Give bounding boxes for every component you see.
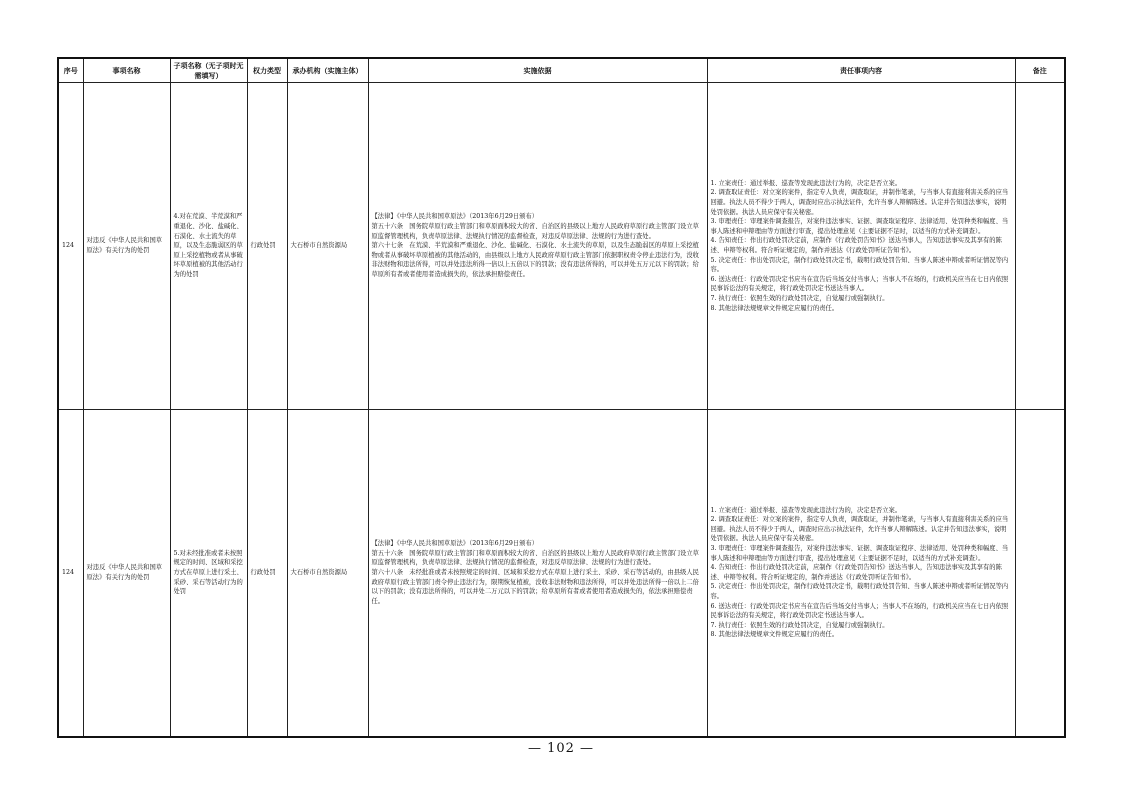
document-page bbox=[57, 57, 1064, 734]
header-item-name: 事项名称 bbox=[83, 58, 170, 83]
responsibility-item: 4. 告知责任：作出行政处罚决定前，应制作《行政处罚告知书》送达当事人，告知违法事实及其享有的陈述、申辩等权利。符合听证规定的，制作并送达《行政处罚听证告知书》。 bbox=[710, 564, 1002, 581]
header-sub-item-name: 子项名称（无子项时无需填写） bbox=[170, 58, 247, 83]
power-list-table bbox=[57, 57, 1066, 738]
responsibility-item: 6. 送达责任：行政处罚决定书应当在宣告后当场交付当事人；当事人不在场的，行政机关应当在七日内依照民事诉讼法的有关规定，将行政处罚决定书送达当事人。 bbox=[710, 275, 1009, 293]
header-remark: 备注 bbox=[1015, 58, 1065, 83]
responsibility-item: 7. 执行责任：依照生效的行政处罚决定，自觉履行或强制执行。 bbox=[710, 621, 889, 629]
responsibility-item: 3. 审理责任：审理案件调查报告，对案件违法事实、证据、调查取证程序、法律适用、处罚种类和幅度、当事人陈述和申辩理由等方面进行审查，提出处理意见（主要证据不足时，以适当的方式补充调查）。 bbox=[710, 218, 1009, 235]
seq-cell: 124 bbox=[58, 410, 83, 737]
header-legal-basis: 实施依据 bbox=[368, 58, 707, 83]
responsibility-item: 8. 其他法律法规规章文件规定应履行的责任。 bbox=[710, 631, 839, 639]
header-organization: 承办机构（实施主体） bbox=[287, 58, 368, 83]
responsibility-item: 1. 立案责任：通过举报、巡查等发现此违法行为的，决定是否立案。 bbox=[710, 506, 902, 514]
sub-item-cell: 5.对未经批准或者未按照规定的时间、区域和采挖方式在草原上进行采土、采砂、采石等活动行为的处罚 bbox=[170, 410, 247, 737]
responsibility-item: 5. 决定责任：作出处罚决定，制作行政处罚决定书，载明行政处罚告知、当事人陈述申辩或者听证情况等内容。 bbox=[710, 583, 1009, 600]
power-type-cell: 行政处罚 bbox=[247, 83, 287, 410]
responsibility-item: 5. 决定责任：作出处罚决定，制作行政处罚决定书，载明行政处罚告知、当事人陈述申辩或者听证情况等内容。 bbox=[710, 256, 1009, 274]
remark-cell bbox=[1015, 410, 1065, 737]
legal-basis-cell bbox=[368, 83, 707, 410]
page-number: — 102 — bbox=[527, 741, 595, 756]
table-row bbox=[58, 83, 1065, 410]
organization-cell: 大石桥市自然资源局 bbox=[287, 410, 368, 737]
organization-cell: 大石桥市自然资源局 bbox=[287, 83, 368, 410]
basis-article: 第五十六条 国务院草原行政主管部门和草原面积较大的省、自治区的县级以上地方人民政府草原行政主管部门设立草原监督管理机构，负责草原法律、法规执行情况的监督检查，对违反草原法律、法规的行为进行查处。 bbox=[371, 223, 699, 240]
legal-basis-cell bbox=[368, 410, 707, 737]
header-seq: 序号 bbox=[58, 58, 83, 83]
basis-law-title: 【法律】《中华人民共和国草原法》（2013年6月29日颁布） bbox=[371, 540, 539, 548]
table-header-row bbox=[58, 58, 1065, 83]
basis-article: 第六十八条 未经批准或者未按照规定的时间、区域和采挖方式在草原上进行采土、采砂、采石等活动的，由县级人民政府草原行政主管部门责令停止违法行为，限期恢复植被，没收非法财物和违法所得，可以并处违法所得一倍以上二倍以下的罚款；没有违法所得的，可以并处二万元以下的罚款；给草原所有者或者使用者造成损失的，依法承担赔偿责任。 bbox=[371, 568, 699, 605]
sub-item-cell: 4.对在荒漠、半荒漠和严重退化、沙化、盐碱化、石漠化、水土流失的草原，以及生态脆弱区的草原上采挖植物或者从事破坏草原植被的其他活动行为的处罚 bbox=[170, 83, 247, 410]
table-row bbox=[58, 410, 1065, 737]
responsibility-cell bbox=[707, 410, 1015, 737]
basis-article: 第五十六条 国务院草原行政主管部门和草原面积较大的省、自治区的县级以上地方人民政府草原行政主管部门设立草原监督管理机构，负责草原法律、法规执行情况的监督检查，对违反草原法律、法规的行为进行查处。 bbox=[371, 549, 699, 567]
responsibility-item: 8. 其他法律法规规章文件规定应履行的责任。 bbox=[710, 304, 839, 312]
responsibility-item: 6. 送达责任：行政处罚决定书应当在宣告后当场交付当事人；当事人不在场的，行政机关应当在七日内依照民事诉讼法的有关规定，将行政处罚决定书送达当事人。 bbox=[710, 602, 1009, 620]
responsibility-item: 2. 调查取证责任：对立案的案件，指定专人负责，调查取证，并制作笔录，与当事人有直接利害关系的应当回避。执法人员不得少于两人，调查时应出示执法证件，允许当事人辩解陈述。认定并告知违法事实，说明处罚依据。执法人员应保守有关秘密。 bbox=[710, 189, 1009, 216]
basis-article: 第六十七条 在荒漠、半荒漠和严重退化、沙化、盐碱化、石漠化、水土流失的草原，以及生态脆弱区的草原上采挖植物或者从事破坏草原植被的其他活动的，由县级以上地方人民政府草原行政主管部门依据职权责令停止违法行为，没收非法财物和违法所得，可以并处违法所得一倍以上五倍以下的罚款；没有违法所得的，可以并处五万元以下的罚款；给草原所有者或者使用者造成损失的，依法承担赔偿责任。 bbox=[371, 242, 699, 278]
responsibility-item: 2. 调查取证责任：对立案的案件，指定专人负责，调查取证，并制作笔录，与当事人有直接利害关系的应当回避。执法人员不得少于两人，调查时应出示执法证件，允许当事人辩解陈述。认定并告知违法事实，说明处罚依据。执法人员应保守有关秘密。 bbox=[710, 516, 1009, 543]
header-responsibility: 责任事项内容 bbox=[707, 58, 1015, 83]
seq-cell: 124 bbox=[58, 83, 83, 410]
basis-law-title: 【法律】《中华人民共和国草原法》（2013年6月29日颁布） bbox=[371, 213, 539, 221]
item-name-cell: 对违反《中华人民共和国草原法》有关行为的处罚 bbox=[83, 410, 170, 737]
responsibility-item: 4. 告知责任：作出行政处罚决定前，应制作《行政处罚告知书》送达当事人，告知违法事实及其享有的陈述、申辩等权利。符合听证规定的，制作并送达《行政处罚听证告知书》。 bbox=[710, 237, 1002, 254]
responsibility-item: 1. 立案责任：通过举报、巡查等发现此违法行为的，决定是否立案。 bbox=[710, 179, 902, 187]
remark-cell bbox=[1015, 83, 1065, 410]
responsibility-cell bbox=[707, 83, 1015, 410]
responsibility-item: 7. 执行责任：依照生效的行政处罚决定，自觉履行或强制执行。 bbox=[710, 294, 889, 302]
header-power-type: 权力类型 bbox=[247, 58, 287, 83]
responsibility-item: 3. 审理责任：审理案件调查报告，对案件违法事实、证据、调查取证程序、法律适用、处罚种类和幅度、当事人陈述和申辩理由等方面进行审查，提出处理意见（主要证据不足时，以适当的方式补充调查）。 bbox=[710, 544, 1009, 562]
item-name-cell: 对违反《中华人民共和国草原法》有关行为的处罚 bbox=[83, 83, 170, 410]
power-type-cell: 行政处罚 bbox=[247, 410, 287, 737]
